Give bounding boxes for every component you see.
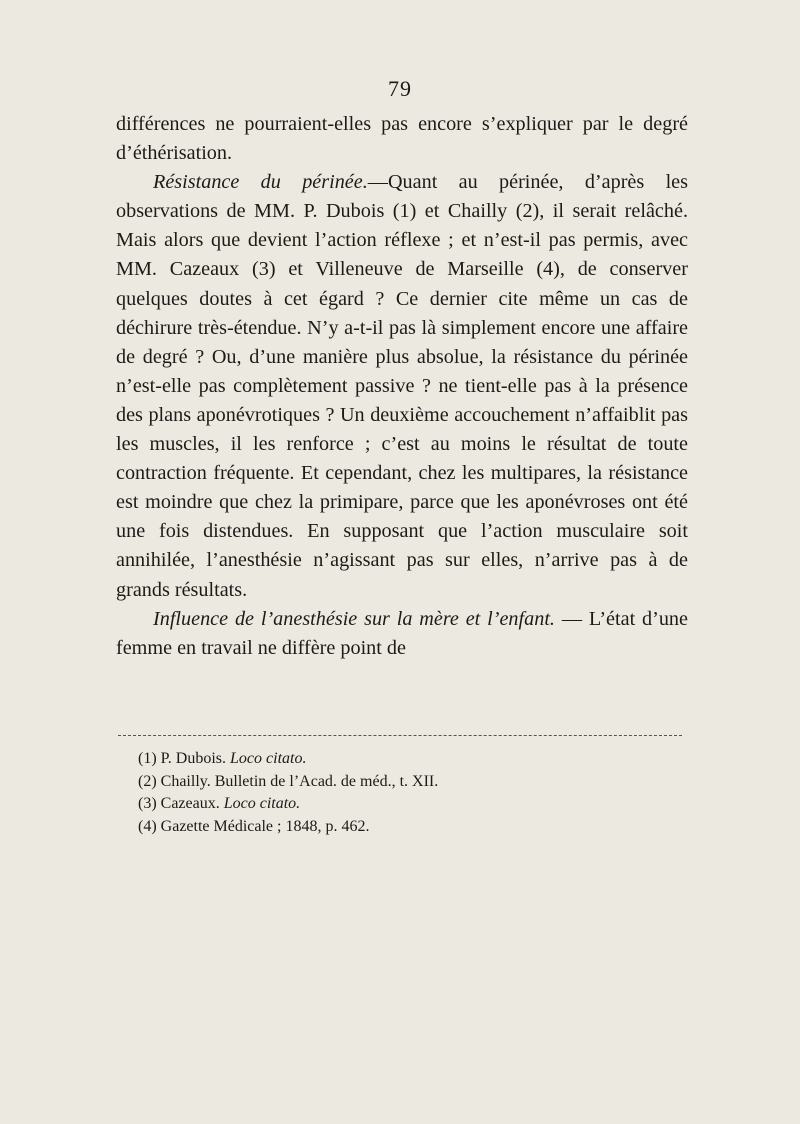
body-text [116,110,688,663]
footnote-number: (3) [138,795,157,812]
paragraph-1-text: différences ne pourraient-elles pas encore s’expliquer par le degré d’éthérisation. [116,113,688,165]
footnote-author: Chailly. [160,772,211,790]
section-heading-perinee: Résistance du périnée. [153,171,368,194]
paragraph-1 [116,110,688,168]
footnote-4 [138,816,678,839]
footnote-2 [138,771,678,794]
footnote-number: (2) [138,772,157,790]
footnote-author: P. Dubois. [160,750,227,767]
paragraph-2 [116,168,688,604]
footnotes [138,748,678,838]
footnote-divider [118,735,682,736]
footnote-3 [138,793,678,816]
footnote-number: (4) [138,817,157,835]
paragraph-2-text: —Quant au périnée, d’après les observations de MM. P. Dubois (1) et Chailly (2), il serait relâché. Mais alors que devient l’action réflexe ; et n’est-il pas permis, avec MM. Cazeaux (3) et Villeneuve de Marseille (4), de conserver quelques doutes à cet égard ? Ce dernier cite même un cas de déchirure très-étendue. N’y a-t-il pas là simplement encore une affaire de degré ? Ou, d’une manière plus absolue, la résistance du périnée n’est-elle pas complètement passive ? ne tient-elle pas à la présence des plans aponévrotiques ? Un deuxième accouchement n’affaiblit pas les muscles, il les renforce ; c’est au moins le résultat de toute contraction fréquente. Et cependant, chez les multipares, la résistance est moindre que chez la primipare, parce que les aponévroses ont été une fois distendues. En supposant que l’action musculaire soit annihilée, l’anesthésie n’agissant pas sur elles, n’arrive pas à de grands résultats. [116,171,688,601]
footnote-1 [138,748,678,771]
footnote-reference: Loco citato. [230,750,307,767]
section-heading-influence: Influence de l’anesthésie sur la mère et l’enfant. [153,607,555,630]
footnote-number: (1) [138,750,157,767]
footnote-reference: Bulletin de l’Acad. de méd., t. XII. [214,772,439,790]
footnote-author: Cazeaux. [160,795,220,812]
paragraph-3-text: — L’état d’une femme en travail ne diffère point de [116,607,688,659]
footnote-reference: 1848, p. 462. [285,817,370,835]
paragraph-3 [116,605,688,663]
footnote-author: Gazette Médicale ; [160,817,282,835]
footnote-reference: Loco citato. [223,795,301,812]
page-number: 79 [388,76,412,101]
